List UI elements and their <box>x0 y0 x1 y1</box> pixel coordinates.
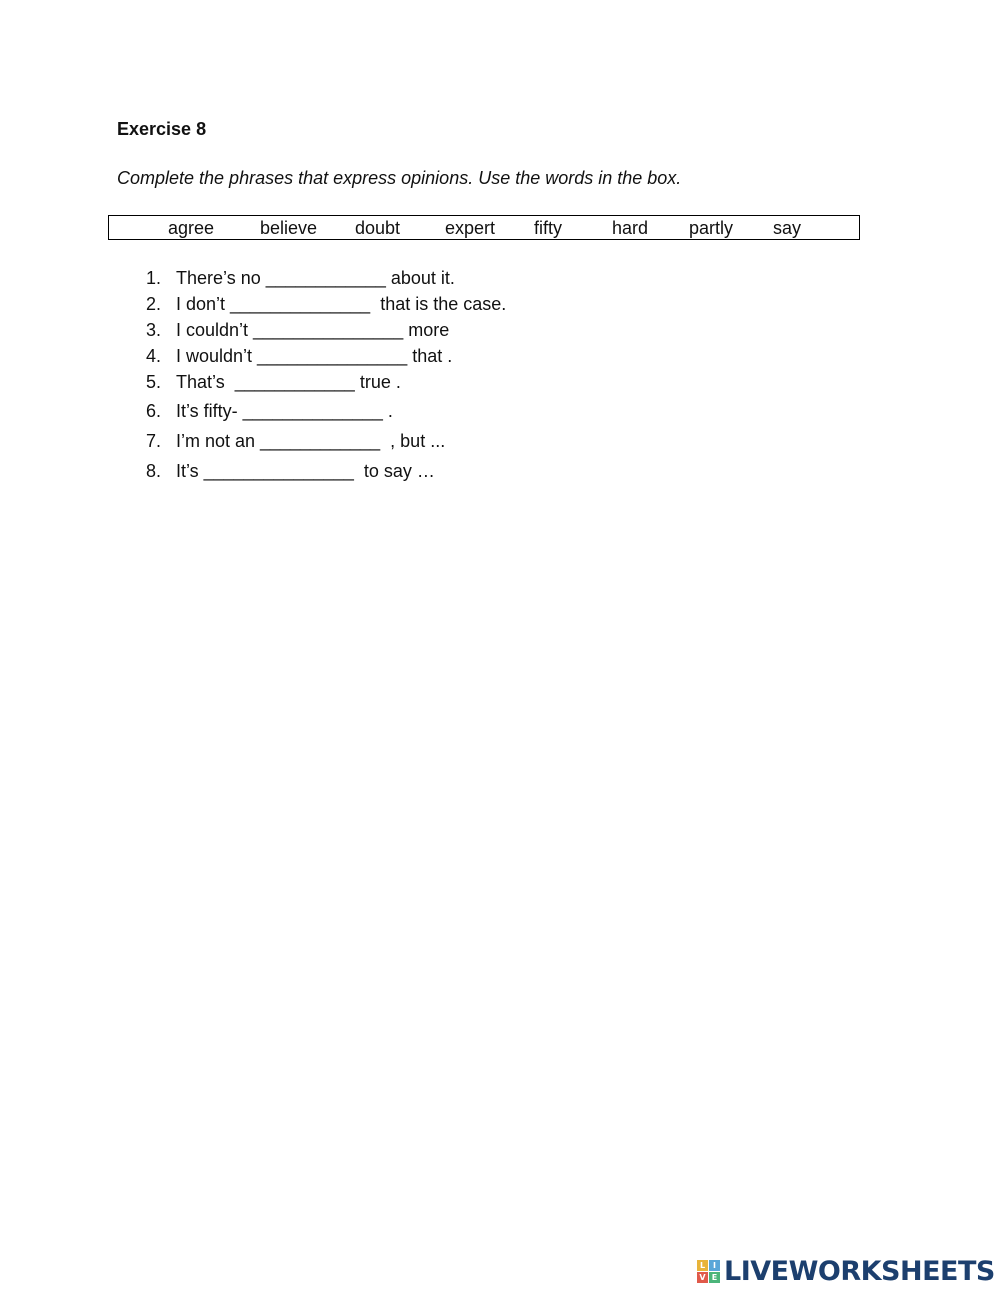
exercise-number: 8. <box>146 461 162 481</box>
exercise-text: I wouldn’t _______________ that . <box>176 346 453 366</box>
word-partly: partly <box>689 218 734 238</box>
word-say: say <box>773 218 802 238</box>
word-believe: believe <box>260 218 318 238</box>
word-agree: agree <box>168 218 215 238</box>
instruction-text: Complete the phrases that express opinions. Use the words in the box. <box>117 168 682 188</box>
exercise-number: 2. <box>146 294 162 314</box>
exercise-text: There’s no ____________ about it. <box>176 268 455 288</box>
logo-text: LIVEWORKSHEETS <box>724 1255 995 1287</box>
exercise-item-2 <box>146 293 506 315</box>
liveworksheets-logo <box>697 1256 995 1286</box>
logo-mark-icon <box>697 1260 720 1283</box>
exercise-number: 7. <box>146 431 162 451</box>
logo-mark-letter: I <box>709 1260 720 1271</box>
logo-mark-letter: V <box>697 1272 708 1283</box>
exercise-text: That’s ____________ true . <box>176 372 401 392</box>
exercise-text: I couldn’t _______________ more <box>176 320 450 340</box>
exercise-item-4 <box>146 345 452 367</box>
exercise-number: 5. <box>146 372 162 392</box>
exercise-item-7 <box>146 430 445 452</box>
word-expert: expert <box>445 218 496 238</box>
exercise-text: I’m not an ____________ , but ... <box>176 431 446 451</box>
word-box <box>108 215 860 240</box>
logo-mark-letter: L <box>697 1260 708 1271</box>
exercise-item-5 <box>146 371 401 393</box>
exercise-number: 3. <box>146 320 162 340</box>
exercise-number: 4. <box>146 346 162 366</box>
word-fifty: fifty <box>534 218 563 238</box>
exercise-number: 1. <box>146 268 162 288</box>
logo-mark-letter: E <box>709 1272 720 1283</box>
exercise-item-3 <box>146 319 449 341</box>
word-hard: hard <box>612 218 649 238</box>
exercise-number: 6. <box>146 401 162 421</box>
exercise-title: Exercise 8 <box>117 119 207 139</box>
word-doubt: doubt <box>355 218 401 238</box>
exercise-text: It’s _______________ to say … <box>176 461 435 481</box>
exercise-text: I don’t ______________ that is the case. <box>176 294 507 314</box>
exercise-item-1 <box>146 267 455 289</box>
exercise-item-6 <box>146 400 393 422</box>
exercise-text: It’s fifty- ______________ . <box>176 401 393 421</box>
exercise-item-8 <box>146 460 435 482</box>
